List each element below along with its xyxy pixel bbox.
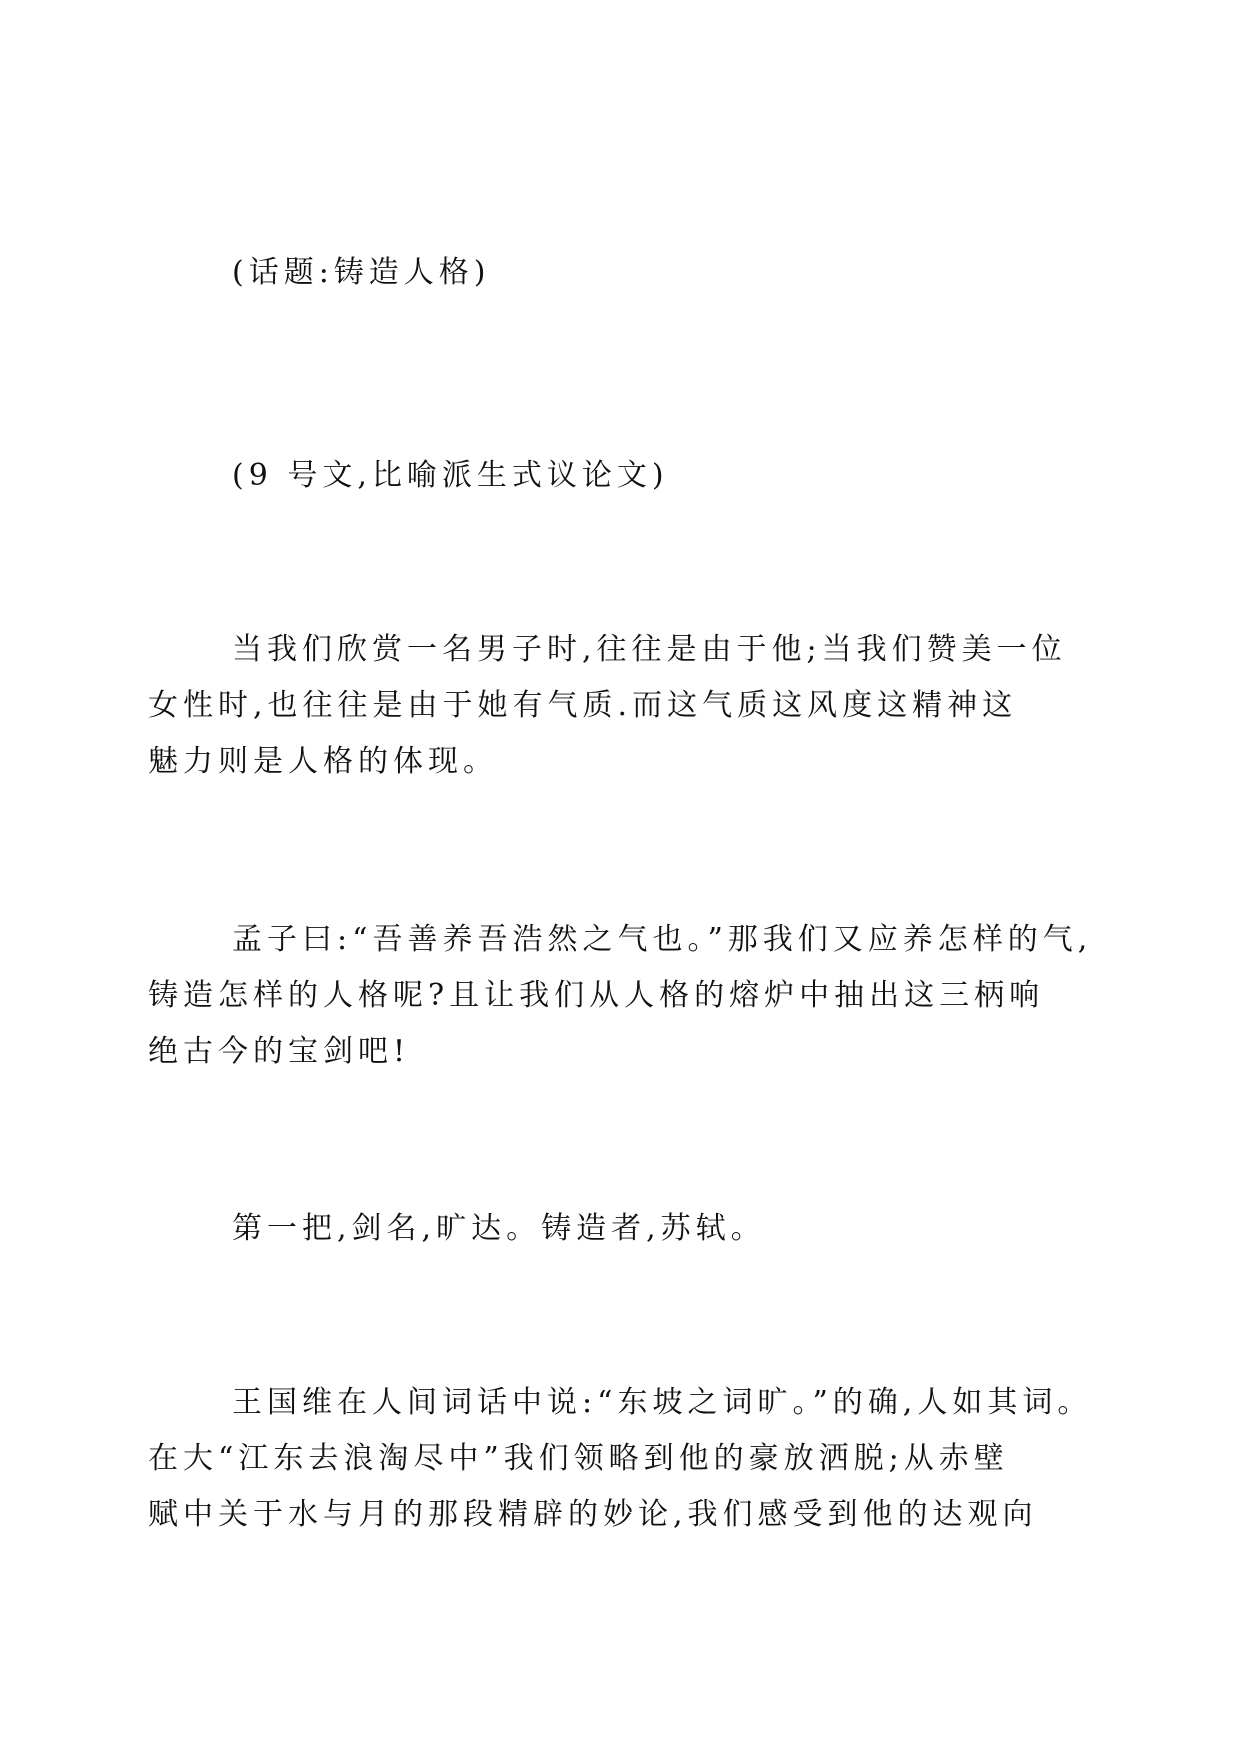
- paragraph-intro: [148, 622, 1070, 790]
- text-line: 赋中关于水与月的那段精辟的妙论,我们感受到他的达观向: [148, 1497, 1038, 1532]
- text-line: 当我们欣赏一名男子时,往往是由于他;当我们赞美一位: [232, 632, 1067, 667]
- topic-heading: [190, 245, 1070, 301]
- text-line: 女性时,也往往是由于她有气质.而这气质这风度这精神这: [148, 688, 1018, 723]
- text-line: 第一把,剑名,旷达。铸造者,苏轼。: [232, 1211, 766, 1246]
- text-line: 王国维在人间词话中说:“东坡之词旷。”的确,人如其词。: [232, 1385, 1093, 1420]
- text-line: 绝古今的宝剑吧!: [148, 1034, 411, 1069]
- text-line: (话题:铸造人格): [232, 255, 491, 290]
- text-line: 魅力则是人格的体现。: [148, 744, 498, 779]
- text-line: 孟子曰:“吾善养吾浩然之气也。”那我们又应养怎样的气,: [232, 922, 1093, 957]
- text-line: (9 号文,比喻派生式议论文): [232, 458, 669, 493]
- paragraph-first-sword: [190, 1201, 1070, 1257]
- essay-type-note: [190, 448, 1070, 504]
- text-line: 在大“江东去浪淘尽中”我们领略到他的豪放洒脱;从赤壁: [148, 1441, 1009, 1476]
- text-line: 铸造怎样的人格呢?且让我们从人格的熔炉中抽出这三柄响: [148, 978, 1045, 1013]
- paragraph-wang-guowei: [148, 1375, 1093, 1543]
- paragraph-mencius: [148, 912, 1093, 1080]
